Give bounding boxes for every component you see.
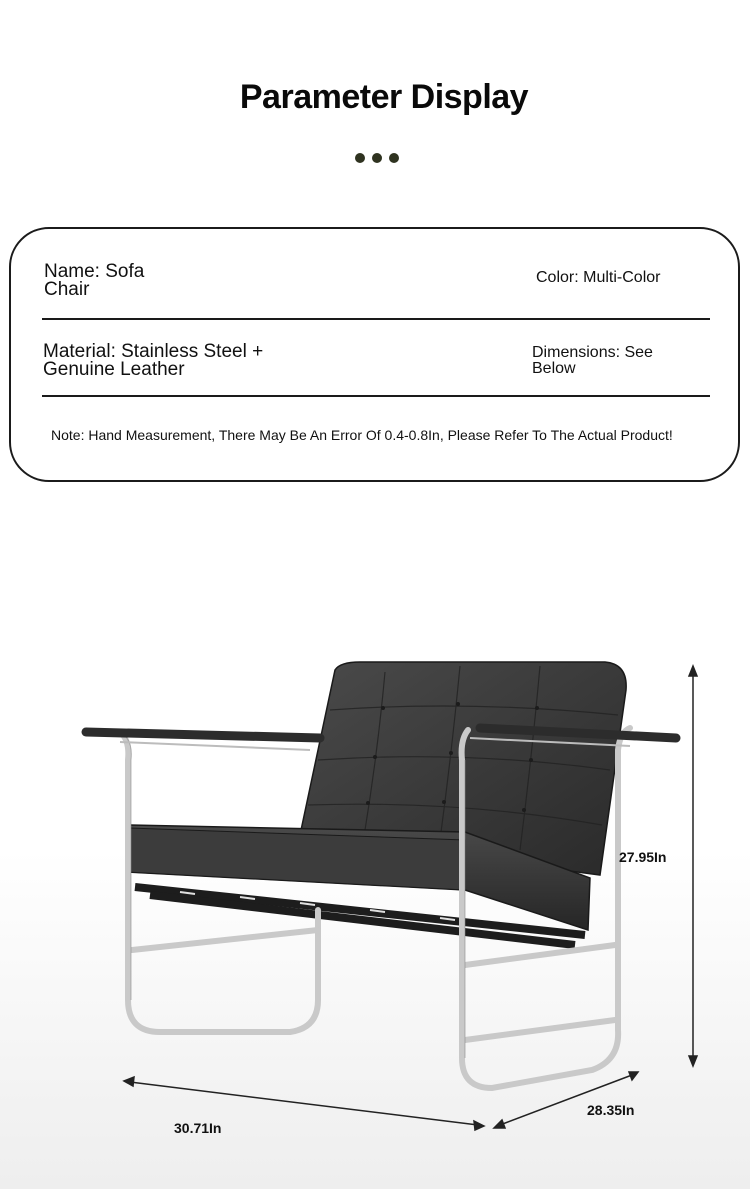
decorative-dots	[355, 153, 400, 163]
dot-icon	[355, 153, 365, 163]
sofa-chair-illustration	[0, 600, 750, 1189]
divider	[42, 318, 710, 320]
page-title: Parameter Display	[239, 78, 529, 116]
param-color: Color: Multi-Color	[536, 269, 661, 286]
param-name: Name: Sofa Chair	[44, 261, 145, 300]
measurement-note: Note: Hand Measurement, There May Be An Error Of 0.4-0.8In, Please Refer To The Actual Product!	[51, 427, 673, 443]
width-dimension: 30.71In	[174, 1120, 222, 1136]
depth-dimension: 28.35In	[587, 1102, 635, 1118]
dot-icon	[372, 153, 382, 163]
param-dimensions: Dimensions: See Below	[532, 344, 653, 377]
dot-icon	[389, 153, 399, 163]
param-material: Material: Stainless Steel + Genuine Leather	[43, 341, 264, 380]
height-dimension: 27.95In	[619, 849, 667, 865]
divider	[42, 395, 710, 397]
